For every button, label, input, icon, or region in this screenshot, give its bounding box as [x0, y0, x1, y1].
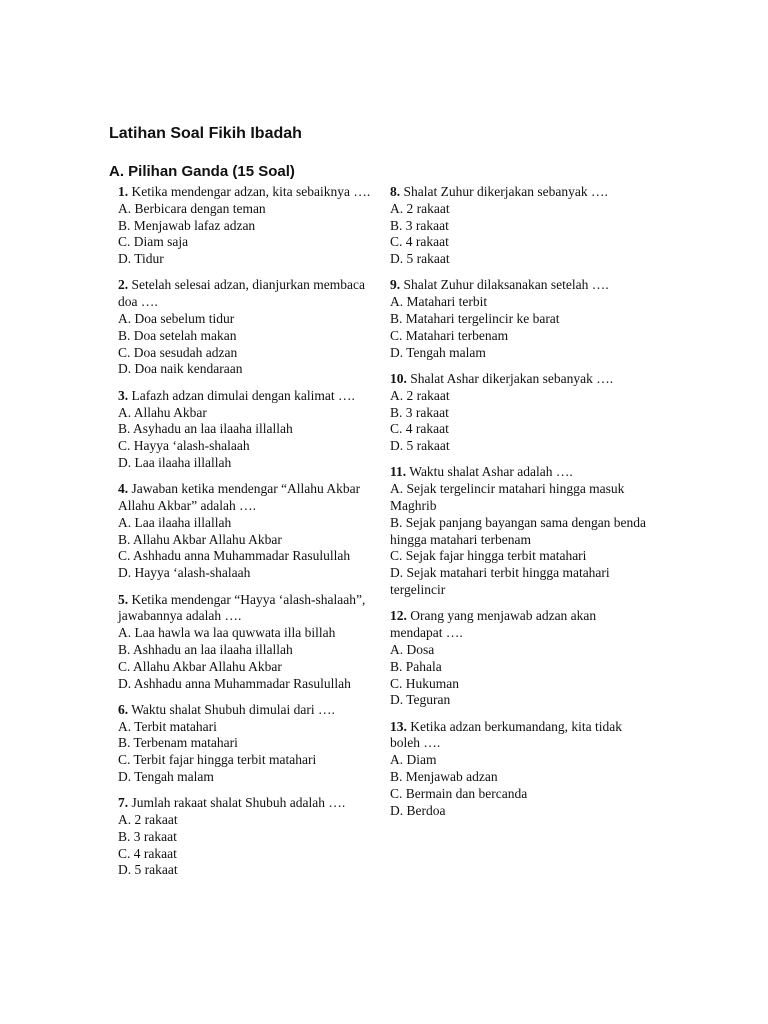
answer-option: C. 4 rakaat	[390, 234, 449, 250]
answer-option: D. Teguran	[390, 692, 451, 708]
question-text: Shalat Ashar dikerjakan sebanyak ….	[410, 370, 614, 386]
answer-option: C. Terbit fajar hingga terbit matahari	[118, 752, 317, 768]
question-stem	[118, 795, 380, 812]
question-item	[390, 184, 652, 268]
question-text: Jawaban ketika mendengar “Allahu Akbar Allahu Akbar” adalah ….	[118, 481, 361, 514]
question-text: Jumlah rakaat shalat Shubuh adalah ….	[131, 795, 346, 811]
question-text: Shalat Zuhur dilaksanakan setelah ….	[403, 277, 609, 293]
answer-option: B. Doa setelah makan	[118, 327, 237, 343]
answer-option: A. 2 rakaat	[390, 387, 450, 403]
question-number: 10.	[390, 370, 407, 386]
answer-option: C. Doa sesudah adzan	[118, 344, 238, 360]
question-text: Ketika mendengar adzan, kita sebaiknya ….	[131, 184, 371, 199]
answer-option: D. Berdoa	[390, 802, 446, 818]
question-number: 1.	[118, 184, 129, 199]
question-stem	[118, 277, 380, 311]
answer-option: C. Hayya ‘alash-shalaah	[118, 438, 250, 454]
question-item	[118, 592, 380, 693]
answer-option: A. Diam	[390, 752, 437, 768]
answer-option: C. Diam saja	[118, 234, 189, 250]
question-text: Ketika mendengar “Hayya ‘alash-shalaah”, jawabannya adalah ….	[118, 591, 366, 624]
answer-option: B. 3 rakaat	[390, 404, 449, 420]
question-item	[390, 608, 652, 709]
answer-option: C. 4 rakaat	[390, 421, 449, 437]
answer-option: B. 3 rakaat	[118, 828, 177, 844]
answer-option: A. Terbit matahari	[118, 718, 217, 734]
answer-option: A. Laa hawla wa laa quwwata illa billah	[118, 625, 336, 641]
section-title: A. Pilihan Ganda (15 Soal)	[109, 163, 295, 180]
answer-option: D. Tidur	[118, 251, 164, 267]
question-text: Lafazh adzan dimulai dengan kalimat ….	[131, 387, 355, 403]
question-text: Setelah selesai adzan, dianjurkan membaca doa ….	[118, 277, 366, 310]
question-number: 9.	[390, 277, 401, 293]
question-stem	[390, 184, 652, 201]
answer-option: D. Tengah malam	[118, 769, 214, 784]
document-title: Latihan Soal Fikih Ibadah	[109, 125, 302, 142]
answer-option: A. Doa sebelum tidur	[118, 311, 235, 327]
answer-option: B. Sejak panjang bayangan sama dengan benda hingga matahari terbenam	[390, 514, 647, 547]
answer-option: C. Hukuman	[390, 675, 459, 691]
answer-option: B. 3 rakaat	[390, 217, 449, 233]
right-question-column	[390, 184, 652, 829]
question-number: 7.	[118, 795, 129, 811]
question-item	[118, 388, 380, 472]
answer-option: D. Laa ilaaha illallah	[118, 454, 232, 470]
answer-option: B. Menjawab adzan	[390, 769, 498, 784]
answer-option: B. Ashhadu an laa ilaaha illallah	[118, 641, 293, 657]
question-number: 12.	[390, 608, 407, 624]
question-text: Orang yang menjawab adzan akan mendapat ….	[390, 608, 597, 641]
question-text: Waktu shalat Shubuh dimulai dari ….	[131, 701, 335, 717]
answer-option: A. 2 rakaat	[390, 200, 450, 216]
question-stem	[118, 481, 380, 515]
question-number: 13.	[390, 718, 407, 734]
question-stem	[390, 464, 652, 481]
question-item	[390, 464, 652, 598]
answer-option: C. Allahu Akbar Allahu Akbar	[118, 658, 282, 674]
question-item	[118, 702, 380, 786]
question-stem	[390, 277, 652, 294]
question-text: Waktu shalat Ashar adalah ….	[409, 464, 573, 480]
question-item	[118, 481, 380, 582]
question-item	[390, 371, 652, 455]
question-stem	[118, 388, 380, 405]
answer-option: B. Menjawab lafaz adzan	[118, 217, 256, 233]
answer-option: B. Pahala	[390, 658, 442, 674]
answer-option: A. 2 rakaat	[118, 812, 178, 828]
answer-option: A. Laa ilaaha illallah	[118, 514, 232, 530]
question-text: Ketika adzan berkumandang, kita tidak boleh ….	[390, 718, 623, 751]
answer-option: D. Sejak matahari terbit hingga matahari tergelincir	[390, 565, 610, 598]
question-stem	[390, 719, 652, 753]
question-number: 4.	[118, 481, 129, 497]
question-stem	[118, 592, 380, 626]
answer-option: D. Ashhadu anna Muhammadar Rasulullah	[118, 675, 351, 691]
question-item	[118, 795, 380, 879]
question-number: 11.	[390, 464, 407, 480]
answer-option: A. Berbicara dengan teman	[118, 200, 266, 216]
question-stem	[118, 184, 380, 201]
answer-option: D. Tengah malam	[390, 344, 486, 360]
question-number: 3.	[118, 387, 129, 403]
answer-option: B. Asyhadu an laa ilaaha illallah	[118, 421, 293, 437]
question-stem	[390, 371, 652, 388]
left-question-column	[118, 184, 380, 889]
answer-option: D. Hayya ‘alash-shalaah	[118, 565, 251, 581]
answer-option: A. Matahari terbit	[390, 294, 488, 310]
question-stem	[118, 702, 380, 719]
answer-option: D. Doa naik kendaraan	[118, 361, 243, 377]
answer-option: C. Sejak fajar hingga terbit matahari	[390, 548, 587, 564]
question-text: Shalat Zuhur dikerjakan sebanyak ….	[403, 184, 608, 199]
answer-option: C. Matahari terbenam	[390, 327, 509, 343]
answer-option: B. Allahu Akbar Allahu Akbar	[118, 531, 282, 547]
question-number: 8.	[390, 184, 401, 199]
question-number: 6.	[118, 701, 129, 717]
answer-option: D. 5 rakaat	[390, 251, 450, 267]
question-number: 5.	[118, 591, 129, 607]
answer-option: A. Dosa	[390, 641, 435, 657]
answer-option: C. 4 rakaat	[118, 845, 177, 861]
answer-option: D. 5 rakaat	[118, 862, 178, 878]
answer-option: C. Ashhadu anna Muhammadar Rasulullah	[118, 548, 351, 564]
answer-option: B. Matahari tergelincir ke barat	[390, 311, 560, 327]
answer-option: B. Terbenam matahari	[118, 735, 238, 751]
answer-option: A. Allahu Akbar	[118, 404, 207, 420]
question-item	[390, 719, 652, 820]
answer-option: A. Sejak tergelincir matahari hingga masuk Maghrib	[390, 481, 625, 514]
question-item	[118, 184, 380, 268]
question-item	[390, 277, 652, 361]
question-stem	[390, 608, 652, 642]
answer-option: D. 5 rakaat	[390, 438, 450, 454]
question-number: 2.	[118, 277, 129, 293]
question-item	[118, 277, 380, 378]
answer-option: C. Bermain dan bercanda	[390, 785, 528, 801]
